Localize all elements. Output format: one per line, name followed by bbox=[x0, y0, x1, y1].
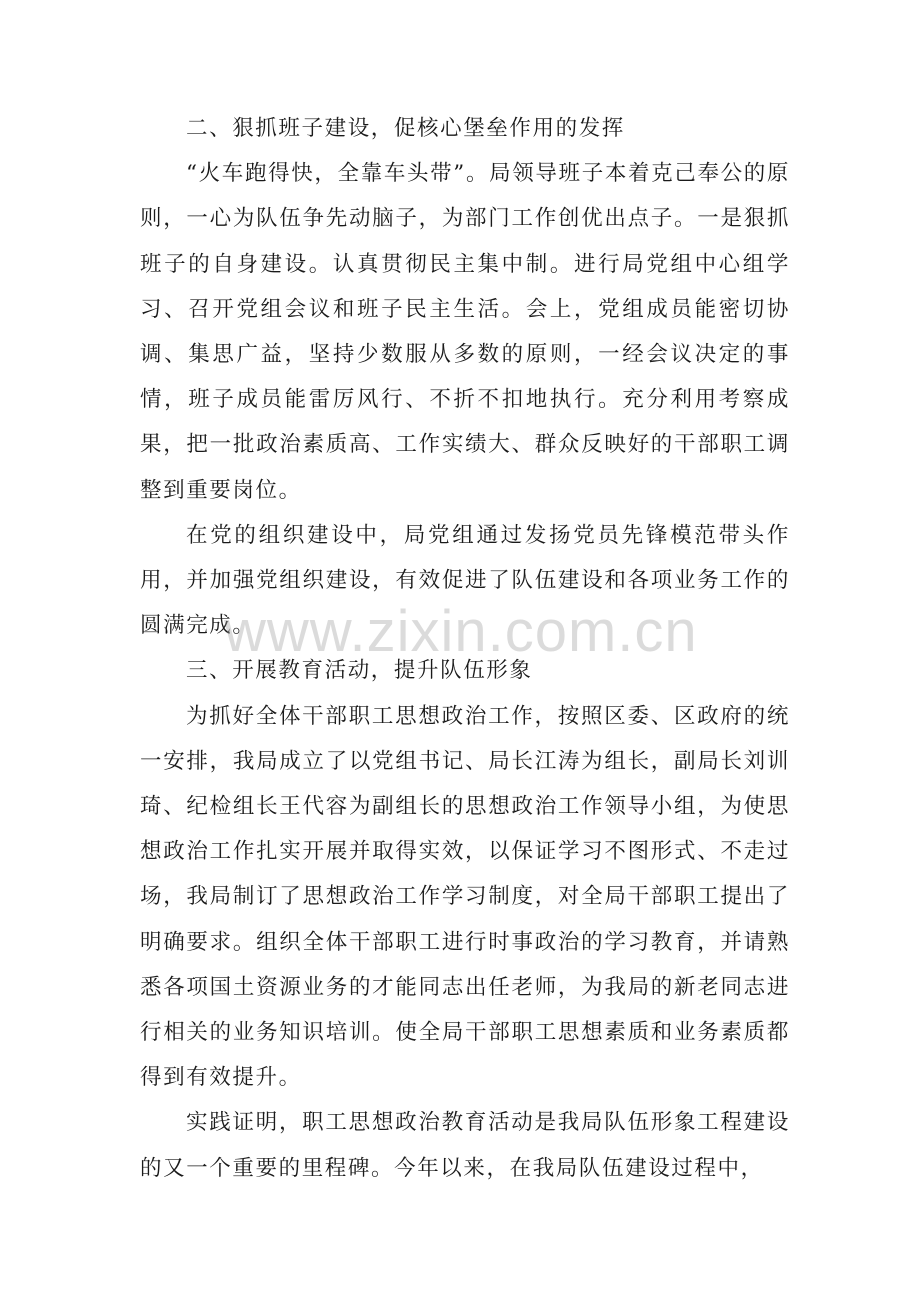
paragraph-leadership: “火车跑得快，全靠车头带”。局领导班子本着克己奉公的原则，一心为队伍争先动脑子，为部门工作创优出点子。一是狠抓班子的自身建设。认真贯彻民主集中制。进行局党组中心组学习、召开党组会议和班子民主生活。会上，党组成员能密切协调、集思广益，坚持少数服从多数的原则，一经会议决定的事情，班子成员能雷厉风行、不折不扣地执行。充分利用考察成果，把一批政治素质高、工作实绩大、群众反映好的干部职工调整到重要岗位。 bbox=[140, 161, 790, 503]
paragraph-education: 为抓好全体干部职工思想政治工作，按照区委、区政府的统一安排，我局成立了以党组书记、局长江涛为组长，副局长刘训琦、纪检组长王代容为副组长的思想政治工作领导小组，为使思想政治工作扎实开展并取得实效，以保证学习不图形式、不走过场，我局制订了思想政治工作学习制度，对全局干部职工提出了明确要求。组织全体干部职工进行时事政治的学习教育，并请熟悉各项国土资源业务的才能同志出任老师，为我局的新老同志进行相关的业务知识培训。使全局干部职工思想素质和业务素质都得到有效提升。 bbox=[140, 703, 790, 1091]
document-body bbox=[140, 106, 790, 1191]
site-watermark: www.zixin.com.cn bbox=[224, 599, 698, 664]
paragraph-practice: 实践证明，职工思想政治教育活动是我局队伍形象工程建设的又一个重要的里程碑。今年以来，在我局队伍建设过程中， bbox=[140, 1110, 790, 1181]
section-heading-3: 三、开展教育活动，提升队伍形象 bbox=[186, 658, 533, 684]
section-heading-2: 二、狠抓班子建设，促核心堡垒作用的发挥 bbox=[186, 116, 625, 141]
paragraph-party-organization: 在党的组织建设中，局党组通过发扬党员先锋模范带头作用，并加强党组织建设，有效促进了队伍建设和各项业务工作的圆满完成。 bbox=[140, 522, 790, 639]
